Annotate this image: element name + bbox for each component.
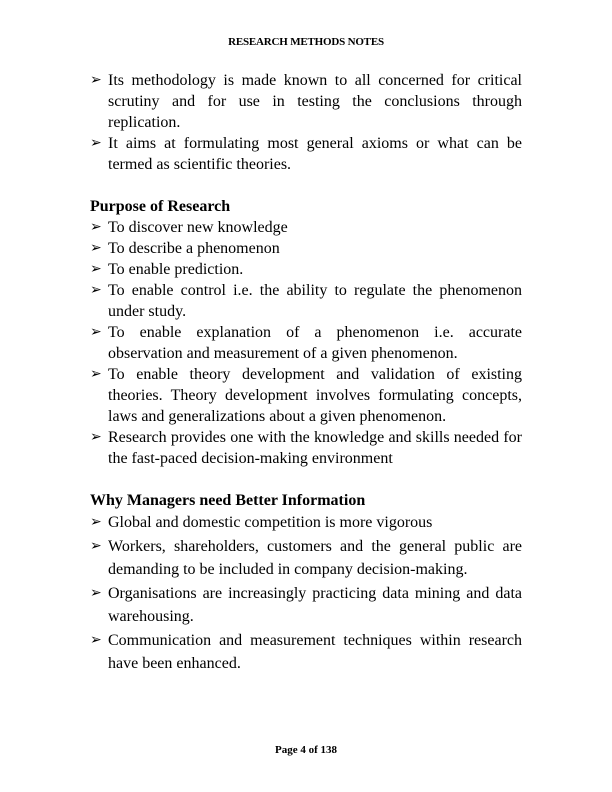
arrow-bullet-icon: ➢ [90, 219, 102, 235]
list-item [90, 238, 522, 259]
list-item-text: Organisations are increasingly practicing data mining and data warehousing. [108, 585, 522, 625]
arrow-bullet-icon: ➢ [90, 429, 102, 445]
arrow-bullet-icon: ➢ [90, 240, 102, 256]
arrow-bullet-icon: ➢ [90, 632, 102, 648]
intro-bullet-list [90, 70, 522, 175]
purpose-bullet-list [90, 217, 522, 469]
list-item [90, 427, 522, 469]
list-item-text: To enable theory development and validation of existing theories. Theory development involves formulating concepts, laws and generalizations about a given phenomenon. [108, 366, 522, 425]
managers-bullet-list [90, 511, 522, 675]
list-item-text: To enable prediction. [108, 261, 244, 278]
list-item [90, 511, 522, 534]
arrow-bullet-icon: ➢ [90, 282, 102, 298]
arrow-bullet-icon: ➢ [90, 261, 102, 277]
arrow-bullet-icon: ➢ [90, 135, 102, 151]
list-item-text: To enable control i.e. the ability to regulate the phenomenon under study. [108, 282, 522, 320]
section-heading-managers: Why Managers need Better Information [90, 492, 366, 509]
list-item-text: To discover new knowledge [108, 219, 288, 236]
arrow-bullet-icon: ➢ [90, 72, 102, 88]
list-item-text: To enable explanation of a phenomenon i.e. accurate observation and measurement of a given phenomenon. [108, 324, 522, 362]
list-item-text: Communication and measurement techniques within research have been enhanced. [108, 632, 522, 672]
list-item [90, 535, 522, 581]
list-item-text: Its methodology is made known to all concerned for critical scrutiny and for use in testing the conclusions through replication. [108, 72, 522, 131]
list-item [90, 364, 522, 427]
list-item [90, 322, 522, 364]
list-item [90, 70, 522, 133]
arrow-bullet-icon: ➢ [90, 585, 102, 601]
arrow-bullet-icon: ➢ [90, 538, 102, 554]
list-item [90, 280, 522, 322]
list-item-text: It aims at formulating most general axioms or what can be termed as scientific theories. [108, 135, 522, 173]
page-content [90, 70, 522, 676]
arrow-bullet-icon: ➢ [90, 366, 102, 382]
list-item [90, 582, 522, 628]
list-item [90, 629, 522, 675]
list-item-text: Global and domestic competition is more vigorous [108, 514, 433, 531]
section-heading-purpose: Purpose of Research [90, 198, 231, 215]
arrow-bullet-icon: ➢ [90, 324, 102, 340]
running-header: RESEARCH METHODS NOTES [228, 36, 384, 48]
list-item-text: Workers, shareholders, customers and the general public are demanding to be included in company decision-making. [108, 538, 522, 578]
list-item [90, 133, 522, 175]
arrow-bullet-icon: ➢ [90, 514, 102, 530]
list-item-text: Research provides one with the knowledge and skills needed for the fast-paced decision-making environment [108, 429, 522, 467]
list-item [90, 259, 522, 280]
list-item [90, 217, 522, 238]
page-number: Page 4 of 138 [274, 744, 337, 756]
list-item-text: To describe a phenomenon [108, 240, 280, 257]
